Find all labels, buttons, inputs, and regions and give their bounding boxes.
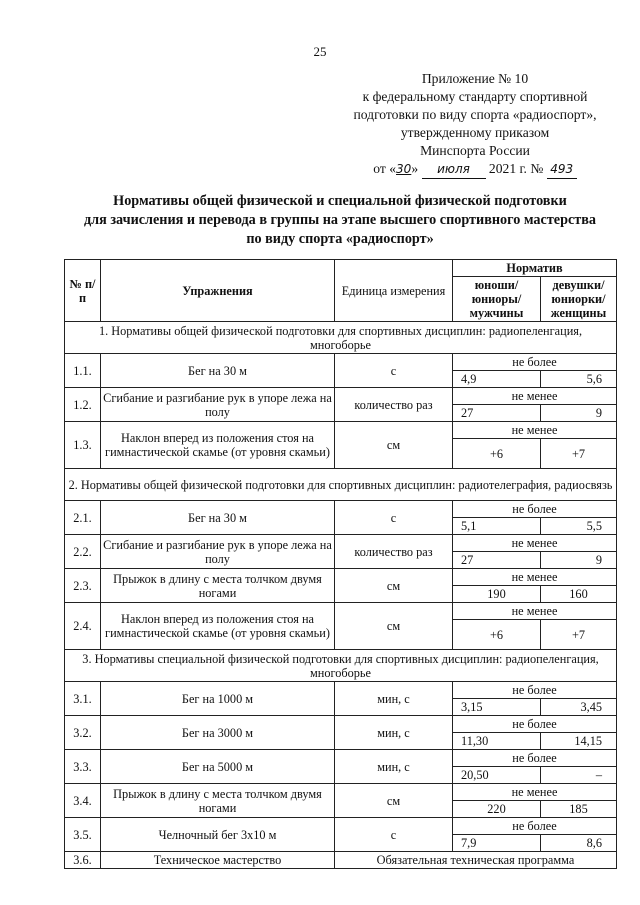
row-num: 3.3. bbox=[65, 750, 101, 784]
row-male: +6 bbox=[453, 439, 541, 469]
row-female: 185 bbox=[541, 801, 617, 818]
row-exercise: Наклон вперед из положения стоя на гимнастической скамье (от уровня скамьи) bbox=[101, 603, 335, 650]
row-unit: мин, с bbox=[335, 716, 453, 750]
row-female: – bbox=[541, 767, 617, 784]
row-qualifier: не более bbox=[453, 354, 617, 371]
row-exercise: Бег на 5000 м bbox=[101, 750, 335, 784]
row-num: 1.1. bbox=[65, 354, 101, 388]
date-mid: » bbox=[411, 161, 419, 176]
row-unit: мин, с bbox=[335, 682, 453, 716]
row-num: 1.2. bbox=[65, 388, 101, 422]
row-male: 11,30 bbox=[453, 733, 541, 750]
row-unit: количество раз bbox=[335, 388, 453, 422]
appendix-date bbox=[330, 160, 620, 179]
row-female: 9 bbox=[541, 552, 617, 569]
header-exercise: Упражнения bbox=[101, 260, 335, 322]
row-female: +7 bbox=[541, 620, 617, 650]
appendix-line-4: утвержденному приказом bbox=[400, 125, 550, 140]
row-female: +7 bbox=[541, 439, 617, 469]
row-exercise: Бег на 1000 м bbox=[101, 682, 335, 716]
row-qualifier: не менее bbox=[453, 535, 617, 552]
row-exercise: Сгибание и разгибание рук в упоре лежа на полу bbox=[101, 535, 335, 569]
title-line-2: для зачисления и перевода в группы на этапе высшего спортивного мастерства bbox=[83, 212, 597, 228]
header-unit: Единица измерения bbox=[335, 260, 453, 322]
row-qualifier: не менее bbox=[453, 784, 617, 801]
row-female: 5,5 bbox=[541, 518, 617, 535]
row-male: 190 bbox=[453, 586, 541, 603]
appendix-block bbox=[330, 70, 620, 179]
row-unit: см bbox=[335, 784, 453, 818]
row-male: 3,15 bbox=[453, 699, 541, 716]
appendix-line-3: подготовки по виду спорта «радиоспорт», bbox=[353, 107, 597, 122]
row-exercise: Техническое мастерство bbox=[101, 852, 335, 869]
row-exercise: Бег на 30 м bbox=[101, 354, 335, 388]
row-qualifier: не менее bbox=[453, 388, 617, 405]
row-unit: мин, с bbox=[335, 750, 453, 784]
row-qualifier: не более bbox=[453, 682, 617, 699]
row-male: 220 bbox=[453, 801, 541, 818]
row-num: 3.6. bbox=[65, 852, 101, 869]
page-number: 25 bbox=[313, 44, 327, 59]
row-unit: с bbox=[335, 354, 453, 388]
row-male: 20,50 bbox=[453, 767, 541, 784]
row-male: +6 bbox=[453, 620, 541, 650]
row-num: 2.1. bbox=[65, 501, 101, 535]
date-prefix: от « bbox=[373, 161, 397, 176]
row-qualifier: не менее bbox=[453, 569, 617, 586]
row-num: 3.5. bbox=[65, 818, 101, 852]
row-exercise: Прыжок в длину с места толчком двумя ногами bbox=[101, 784, 335, 818]
row-unit: см bbox=[335, 603, 453, 650]
appendix-line-2: к федеральному стандарту спортивной bbox=[362, 89, 588, 104]
section-title: 1. Нормативы общей физической подготовки для спортивных дисциплин: радиопеленгация, многоборье bbox=[65, 322, 617, 354]
row-num: 3.1. bbox=[65, 682, 101, 716]
row-female: 14,15 bbox=[541, 733, 617, 750]
row-exercise: Наклон вперед из положения стоя на гимнастической скамье (от уровня скамьи) bbox=[101, 422, 335, 469]
row-num: 2.4. bbox=[65, 603, 101, 650]
appendix-line-1: Приложение № 10 bbox=[421, 71, 529, 86]
row-unit: см bbox=[335, 569, 453, 603]
row-unit: количество раз bbox=[335, 535, 453, 569]
row-male: 5,1 bbox=[453, 518, 541, 535]
date-year: 2021 г. № bbox=[488, 161, 544, 176]
header-female: девушки/ юниорки/ женщины bbox=[541, 277, 617, 322]
row-male: 7,9 bbox=[453, 835, 541, 852]
section-title: 3. Нормативы специальной физической подготовки для спортивных дисциплин: радиопеленгация, многоборье bbox=[65, 650, 617, 682]
row-qualifier: не менее bbox=[453, 422, 617, 439]
date-day: 30 bbox=[396, 162, 412, 176]
row-unit: с bbox=[335, 501, 453, 535]
row-qualifier: не более bbox=[453, 818, 617, 835]
row-num: 3.4. bbox=[65, 784, 101, 818]
document-title bbox=[40, 192, 640, 249]
row-qualifier: не более bbox=[453, 716, 617, 733]
row-female: 5,6 bbox=[541, 371, 617, 388]
row-num: 2.2. bbox=[65, 535, 101, 569]
row-num: 1.3. bbox=[65, 422, 101, 469]
row-female: 9 bbox=[541, 405, 617, 422]
row-male: 27 bbox=[453, 552, 541, 569]
row-num: 2.3. bbox=[65, 569, 101, 603]
row-exercise: Сгибание и разгибание рук в упоре лежа на полу bbox=[101, 388, 335, 422]
row-female: 3,45 bbox=[541, 699, 617, 716]
norms-table bbox=[64, 259, 617, 869]
row-male: 4,9 bbox=[453, 371, 541, 388]
row-unit: с bbox=[335, 818, 453, 852]
row-exercise: Бег на 30 м bbox=[101, 501, 335, 535]
appendix-line-5: Минспорта России bbox=[420, 143, 530, 158]
row-unit: см bbox=[335, 422, 453, 469]
row-exercise: Прыжок в длину с места толчком двумя ногами bbox=[101, 569, 335, 603]
row-exercise: Челночный бег 3x10 м bbox=[101, 818, 335, 852]
date-number: 493 bbox=[547, 160, 577, 179]
header-norm: Норматив bbox=[453, 260, 617, 277]
row-program: Обязательная техническая программа bbox=[335, 852, 617, 869]
row-num: 3.2. bbox=[65, 716, 101, 750]
header-male: юноши/ юниоры/ мужчины bbox=[453, 277, 541, 322]
date-month: июля bbox=[422, 160, 486, 179]
row-exercise: Бег на 3000 м bbox=[101, 716, 335, 750]
row-qualifier: не более bbox=[453, 750, 617, 767]
row-female: 160 bbox=[541, 586, 617, 603]
row-female: 8,6 bbox=[541, 835, 617, 852]
row-qualifier: не более bbox=[453, 501, 617, 518]
section-title: 2. Нормативы общей физической подготовки для спортивных дисциплин: радиотелеграфия, радиосвязь bbox=[65, 469, 617, 501]
row-male: 27 bbox=[453, 405, 541, 422]
title-line-3: по виду спорта «радиоспорт» bbox=[246, 231, 434, 247]
row-qualifier: не менее bbox=[453, 603, 617, 620]
title-line-1: Нормативы общей физической и специальной физической подготовки bbox=[113, 193, 567, 209]
header-num: № п/п bbox=[65, 260, 101, 322]
